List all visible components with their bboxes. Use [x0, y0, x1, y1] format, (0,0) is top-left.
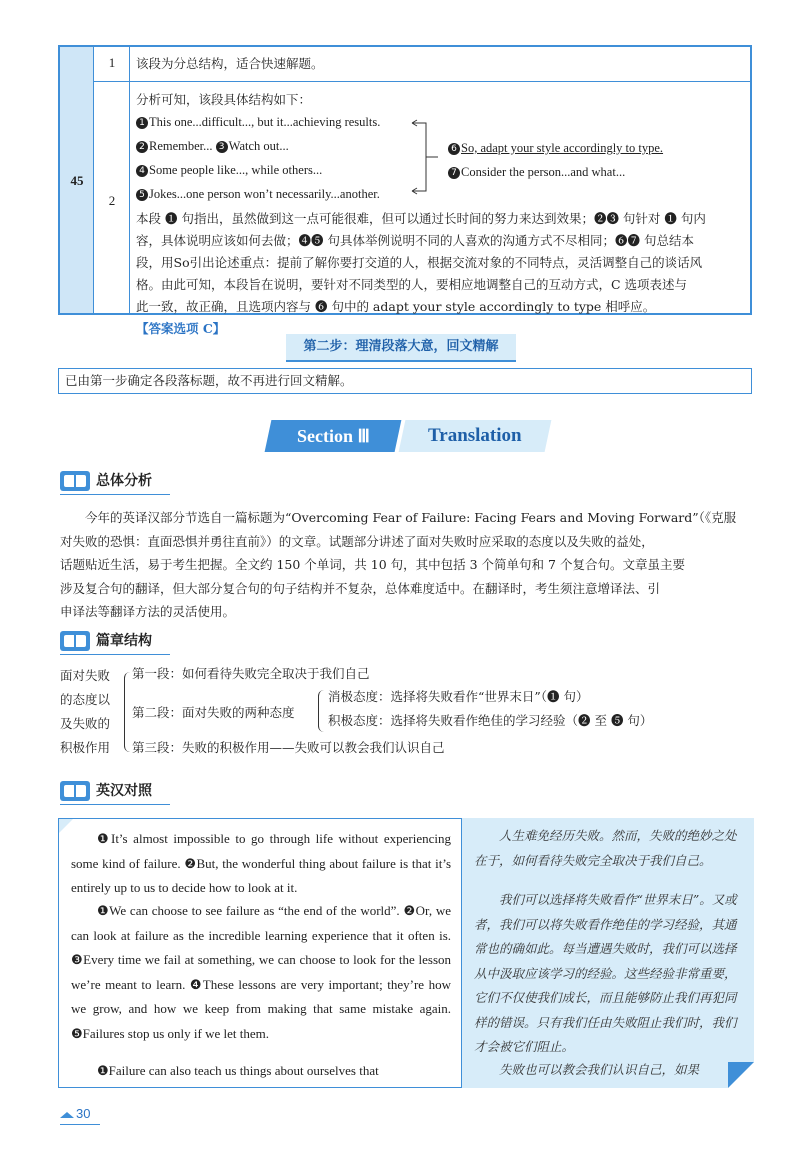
structure-sentence-5: 5 Jokes...one person won’t necessarily...another. — [136, 184, 380, 204]
chinese-paragraph-2: 我们可以选择将失败看作“世界末日”。又或者，我们可以将失败看作绝佳的学习经验，其通常也的确如此。每当遭遇失败时，我们可以选择从中汲取应该学习的经验。这些经验非常重要，它们不仅使我们成长，而且能够防止我们再犯同样的错误。只有我们任由失败阻止我们时，我们才会被它们阻止。 — [474, 892, 737, 1054]
overall-line: 对失败的恐惧：直面恐惧并勇往直前》）的文章。试题部分讲述了面对失败时应采取的态度以及失败的益处， — [60, 533, 654, 549]
step-1-text: 该段为分总结构，适合快速解题。 — [136, 56, 324, 71]
structure-root-line: 积极作用 — [60, 740, 111, 755]
step-column — [94, 47, 130, 313]
structure-sentence-1: 1 This one...difficult..., but it...achieving results. — [136, 112, 380, 132]
heading-underline — [60, 494, 170, 495]
step-1-number: 1 — [108, 55, 116, 70]
page-curl-shadow — [728, 1062, 754, 1088]
structure-brace — [124, 672, 131, 752]
structure-sentence-2-3: 2 Remember... 3 Watch out... — [136, 136, 289, 156]
chinese-paragraph-1: 人生难免经历失败。然而，失败的绝妙之处在于，如何看待失败完全取决于我们自己。 — [474, 828, 737, 868]
structure-paragraph-3: 第三段：失败的积极作用——失败可以教会我们认识自己 — [132, 740, 445, 755]
structure-root-line: 及失败的 — [60, 716, 111, 731]
overall-analysis-text — [60, 506, 750, 624]
step-two-banner: 第二步：理清段落大意，回文精解 — [286, 334, 516, 362]
structure-paragraph-2: 第二段：面对失败的两种态度 — [132, 705, 295, 720]
step-two-note: 已由第一步确定各段落标题，故不再进行回文精解。 — [58, 368, 752, 394]
analysis-line: 格。由此可知，本段旨在说明，要针对不同类型的人，要相应地调整自己的互动方式，C 选项表述与 — [136, 277, 688, 292]
chinese-paragraph-3: 失败也可以教会我们认识自己，如果 — [499, 1062, 700, 1077]
english-paragraph-1: ❶It’s almost impossible to go through life without experiencing some kind of failure. ❷But, the wonderful thing about failure is that it’s entirely up to us to decide how to look at it. — [71, 831, 451, 895]
section-title: Translation — [399, 420, 552, 452]
heading-underline — [60, 804, 170, 805]
structure-positive-attitude: 积极态度：选择将失败看作绝佳的学习经验（❷ 至 ❺ 句） — [328, 713, 653, 728]
structure-root — [60, 664, 110, 760]
structure-sentence-6: 6 So, adapt your style accordingly to type. — [448, 138, 663, 158]
overall-line: 涉及复合句的翻译，但大部分复合句的句子结构并不复杂，总体难度适中。在翻译时，考生须注意增译法、引 — [60, 580, 661, 596]
analysis-line: 此一致，故正确，且选项内容与 ❻ 句中的 adapt your style accordingly to type 相呼应。 【答案选项 C】 — [136, 299, 656, 336]
section-number: Section Ⅲ — [265, 420, 402, 452]
analysis-line: 段，用So引出论述重点：提前了解你要打交道的人，根据交流对象的不同特点，灵活调整自己的谈话风 — [136, 255, 703, 270]
structure-root-line: 的态度以 — [60, 692, 111, 707]
book-icon — [60, 631, 90, 651]
english-column — [58, 818, 462, 1088]
overall-analysis-heading — [60, 470, 180, 492]
structure-connector — [410, 117, 440, 197]
overall-line: 话题贴近生活，易于考生把握。全文约 150 个单词，共 10 句，其中包括 3 个简单句和 7 个复合句。文章虽主要 — [60, 557, 685, 572]
structure-heading — [60, 630, 180, 652]
overall-analysis-title: 总体分析 — [96, 473, 152, 489]
page-number-underline — [60, 1124, 100, 1125]
structure-sentence-7: 7 Consider the person...and what... — [448, 162, 625, 182]
book-icon — [60, 781, 90, 801]
structure-title: 篇章结构 — [96, 633, 152, 649]
structure-sentence-4: 4 Some people like..., while others... — [136, 160, 322, 180]
analysis-paragraph — [136, 208, 748, 340]
english-paragraph-3: ❶Failure can also teach us things about ourselves that — [97, 1063, 379, 1078]
section-heading — [268, 420, 548, 452]
row-divider — [94, 81, 752, 82]
question-analysis-table — [58, 45, 752, 336]
english-paragraph-2: ❶We can choose to see failure as “the end of the world”. ❷Or, we can look at failure as the incredible learning experience that it often is. ❸Every time we fail at something, we can choose to look for the lesson we’re meant to learn. ❹These lessons are very important; they’re how we grow, and how we keep from making that same mistake again. ❺Failures stop us only if we let them. — [71, 903, 451, 1041]
heading-underline — [60, 654, 170, 655]
overall-line: 申译法等翻译方法的灵活使用。 — [60, 604, 236, 619]
bilingual-heading — [60, 780, 180, 802]
bilingual-box — [58, 818, 754, 1088]
overall-line: 今年的英译汉部分节选自一篇标题为“Overcoming Fear of Failure: Facing Fears and Moving Forward”（《克服 — [85, 510, 737, 525]
chinese-column — [462, 818, 754, 1088]
analysis-line: 容，具体说明应该如何去做；❹❺ 句具体举例说明不同的人喜欢的沟通方式不尽相同；❻❼ 句总结本 — [136, 233, 694, 248]
structure-sub-brace — [318, 690, 325, 732]
structure-root-line: 面对失败 — [60, 668, 111, 683]
page-number: 30 — [76, 1106, 91, 1121]
question-number: 45 — [70, 173, 84, 188]
structure-paragraph-1: 第一段：如何看待失败完全取决于我们自己 — [132, 666, 370, 681]
book-icon — [60, 471, 90, 491]
structure-negative-attitude: 消极态度：选择将失败看作“世界末日”（❶ 句） — [328, 689, 589, 704]
answer-label: 【答案选项 C】 — [136, 321, 226, 336]
bilingual-title: 英汉对照 — [96, 783, 152, 799]
step-2-number: 2 — [108, 193, 116, 208]
step-2-intro: 分析可知，该段具体结构如下： — [136, 92, 312, 107]
analysis-line: 本段 ❶ 句指出，虽然做到这一点可能很难，但可以通过长时间的努力来达到效果；❷❸ 句针对 ❶ 句内 — [136, 211, 706, 226]
page-number-icon — [60, 1110, 74, 1120]
